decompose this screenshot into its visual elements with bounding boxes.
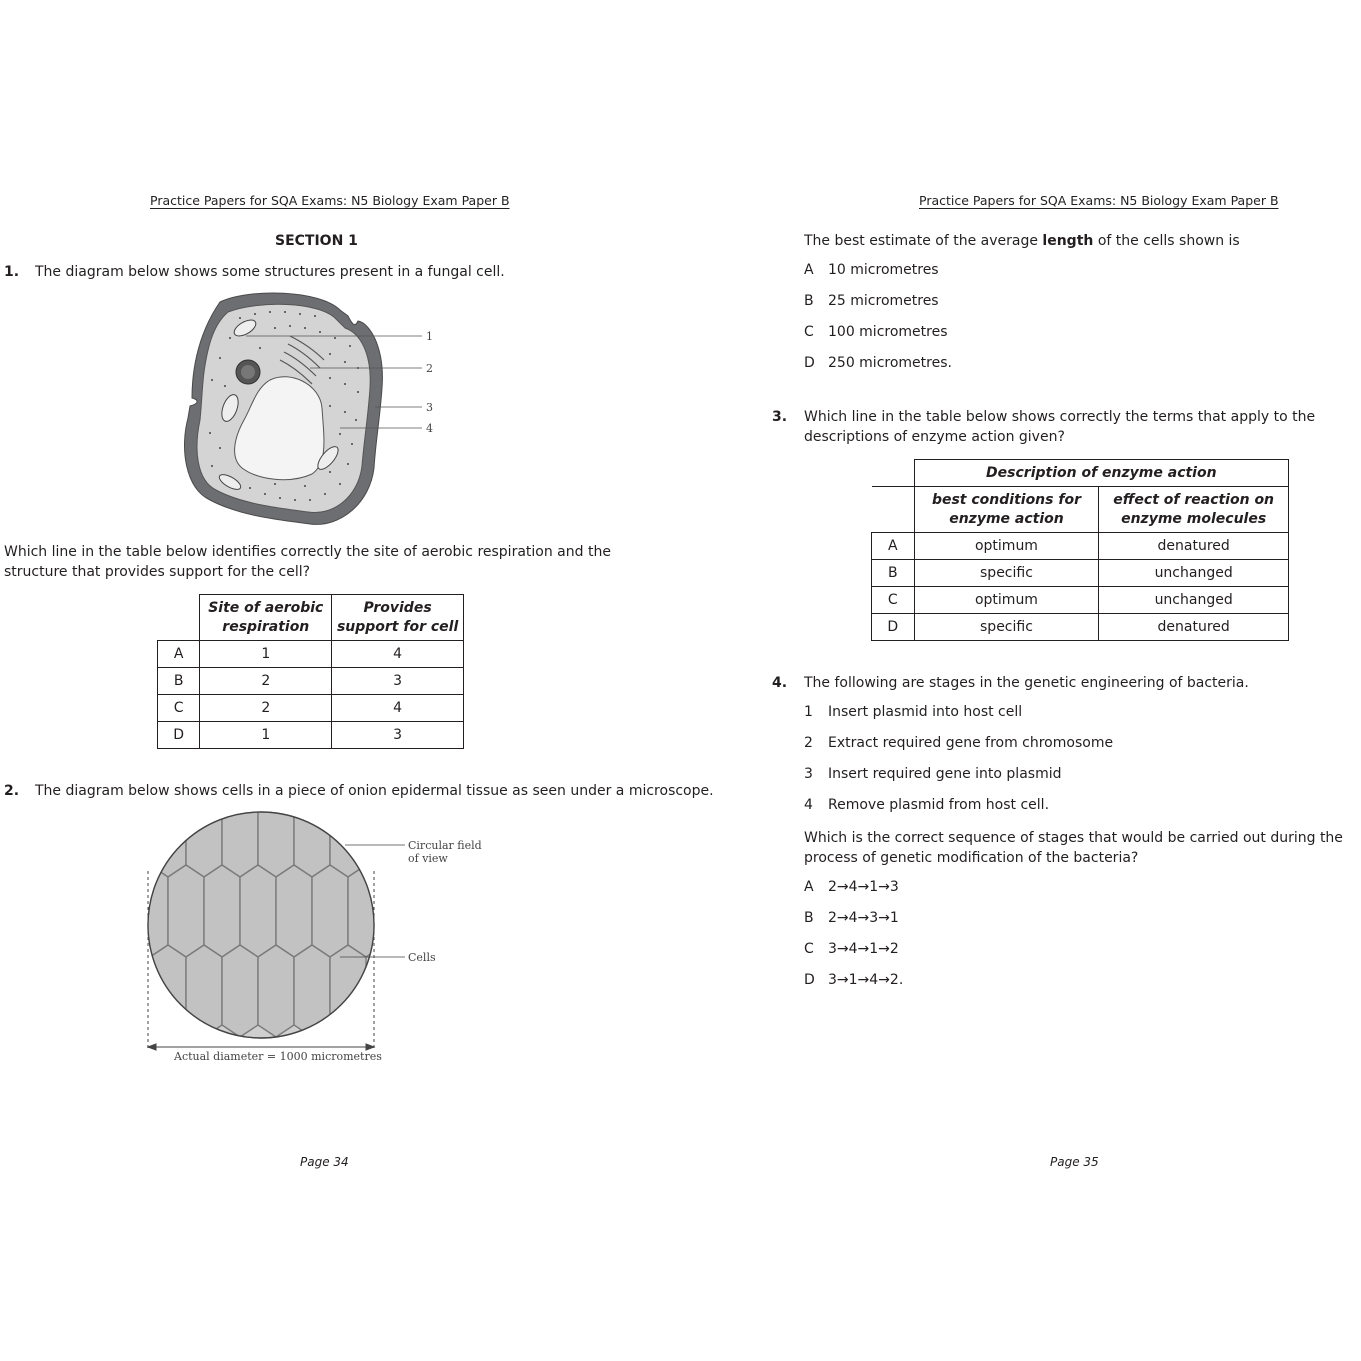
table-row: C 2 4 [158,695,464,722]
page-header: Practice Papers for SQA Exams: N5 Biology Exam Paper B [919,193,1279,208]
stage-number: 3 [804,766,813,782]
stage-number: 4 [804,797,813,813]
option-letter: C [804,941,814,957]
onion-cells-diagram [140,805,485,1070]
diagram-label-2: 2 [426,362,433,375]
question-text: Which is the correct sequence of stages that would be carried out during the process of genetic modification of the bacteria? [804,830,1343,866]
stage-number: 1 [804,704,813,720]
option-letter: B [804,293,814,309]
diagram-label-4: 4 [426,422,433,435]
diagram-label-1: 1 [426,330,433,343]
question-text: The best estimate of the average length of the cells shown is [804,233,1240,249]
q1-answer-table [157,594,464,749]
option-letter: D [804,972,815,988]
page-header: Practice Papers for SQA Exams: N5 Biology Exam Paper B [150,193,510,208]
section-title: SECTION 1 [275,233,358,249]
label-of-view: of view [408,852,448,865]
table-header: Provides support for cell [332,595,464,641]
table-title: Description of enzyme action [914,460,1288,487]
table-row: A optimum denatured [872,533,1289,560]
question-number: 4. [772,675,788,691]
table-header: best conditions for enzyme action [914,487,1099,533]
table-row: D 1 3 [158,722,464,749]
table-row: C optimum unchanged [872,587,1289,614]
option-letter: B [804,910,814,926]
table-row: D specific denatured [872,614,1289,641]
question-text: The following are stages in the genetic engineering of bacteria. [804,675,1249,691]
question-number: 1. [4,264,20,280]
stage-text: Insert plasmid into host cell [828,704,1023,720]
question-text: The diagram below shows cells in a piece of onion epidermal tissue as seen under a microscope. [35,783,714,799]
table-header: Site of aerobic respiration [200,595,332,641]
question-text: Which line in the table below shows correctly the terms that apply to the descriptions of enzyme action given? [804,409,1316,445]
q3-answer-table [871,459,1289,641]
option-letter: C [804,324,814,340]
stage-number: 2 [804,735,813,751]
option-letter: A [804,879,814,895]
option-text: 10 micrometres [828,262,939,278]
option-text: 2→4→3→1 [828,910,899,926]
question-text: Which line in the table below identifies correctly the site of aerobic respiration and the structure that provides support for the cell? [4,544,611,580]
stage-text: Extract required gene from chromosome [828,735,1114,751]
option-text: 3→1→4→2. [828,972,904,988]
onion-cells [140,805,384,1037]
option-text: 3→4→1→2 [828,941,899,957]
option-letter: A [804,262,814,278]
question-number: 3. [772,409,788,425]
option-text: 100 micrometres [828,324,948,340]
table-row: A 1 4 [158,641,464,668]
fungal-cell-diagram [180,288,450,530]
option-text: 25 micrometres [828,293,939,309]
question-number: 2. [4,783,20,799]
option-text: 2→4→1→3 [828,879,899,895]
option-text: 250 micrometres. [828,355,952,371]
page-number: Page 34 [300,1155,349,1169]
table-row: B 2 3 [158,668,464,695]
table-row: B specific unchanged [872,560,1289,587]
stage-text: Insert required gene into plasmid [828,766,1062,782]
diagram-label-3: 3 [426,401,433,414]
stage-text: Remove plasmid from host cell. [828,797,1050,813]
page-number: Page 35 [1050,1155,1099,1169]
question-text: The diagram below shows some structures present in a fungal cell. [35,264,505,280]
label-cells: Cells [408,951,436,964]
table-header: effect of reaction on enzyme molecules [1099,487,1289,533]
option-letter: D [804,355,815,371]
label-circular-field: Circular field [408,839,482,852]
label-diameter: Actual diameter = 1000 micrometres [174,1050,382,1063]
